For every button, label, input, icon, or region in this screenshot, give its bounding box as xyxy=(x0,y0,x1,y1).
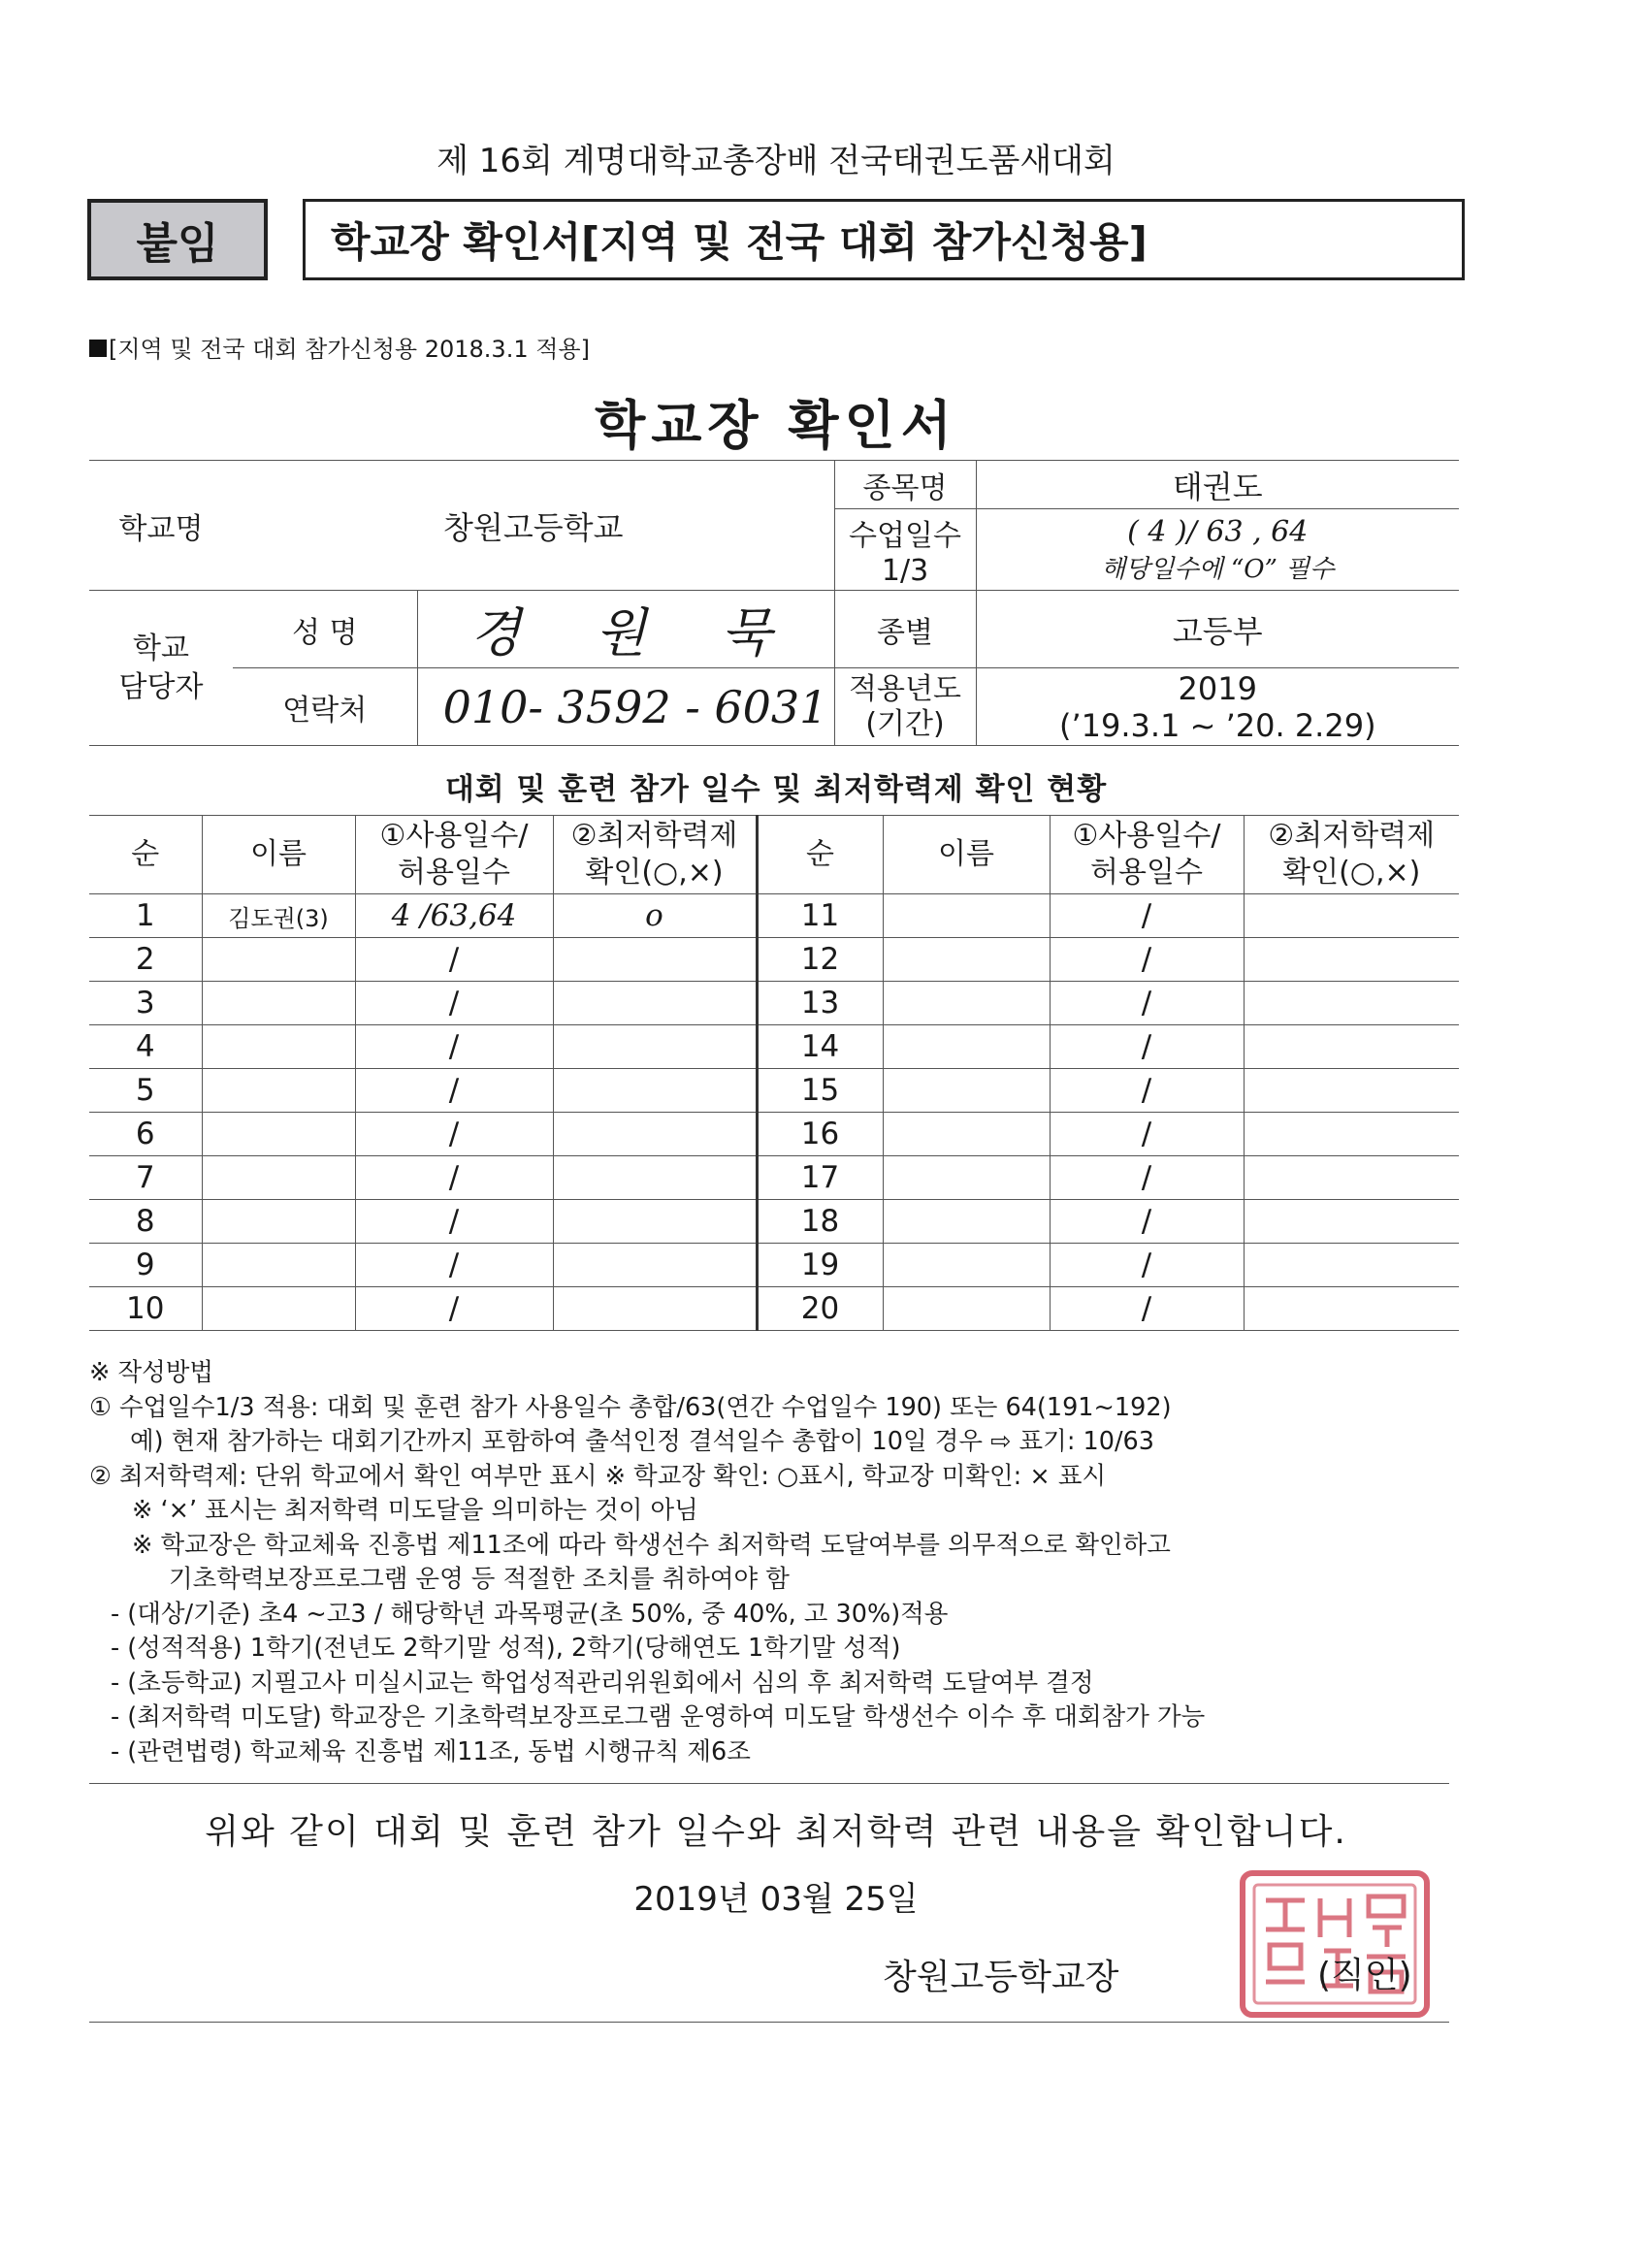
table-row xyxy=(89,1113,1459,1156)
division-value: 고등부 xyxy=(976,591,1459,668)
participation-table xyxy=(89,815,1459,1331)
row-check xyxy=(553,1113,757,1156)
row-number: 5 xyxy=(89,1069,202,1113)
row-check xyxy=(553,1156,757,1200)
row-number: 12 xyxy=(757,938,883,982)
note-sub: ※ ‘×’ 표시는 최저학력 미도달을 의미하는 것이 아님 xyxy=(132,1496,698,1525)
event-label: 종목명 xyxy=(834,461,976,509)
form-heading: 학교장 확인서[지역 및 전국 대회 참가신청용] xyxy=(303,199,1465,280)
square-bullet-icon xyxy=(89,340,107,357)
row-check xyxy=(1244,1069,1459,1113)
note-bullet: - (초등학교) 지필고사 미실시교는 학업성적관리위원회에서 심의 후 최저학력 도달여부 결정 xyxy=(111,1668,1094,1698)
row-name xyxy=(202,982,355,1025)
row-number: 19 xyxy=(757,1244,883,1287)
row-name xyxy=(883,1244,1050,1287)
contact-group-label: 학교 담당자 xyxy=(89,591,233,746)
event-value: 태권도 xyxy=(976,461,1459,509)
table-row xyxy=(89,1244,1459,1287)
row-number: 7 xyxy=(89,1156,202,1200)
row-check: o xyxy=(553,894,757,938)
row-days: / xyxy=(1050,938,1244,982)
table-row xyxy=(89,1025,1459,1069)
row-check xyxy=(553,1200,757,1244)
note-sub: ※ 학교장은 학교체육 진흥법 제11조에 따라 학생선수 최저학력 도달여부를 의무적으로 확인하고 xyxy=(132,1530,1171,1560)
row-number: 14 xyxy=(757,1025,883,1069)
row-days: / xyxy=(1050,1287,1244,1331)
row-number: 18 xyxy=(757,1200,883,1244)
row-days: / xyxy=(1050,982,1244,1025)
row-check xyxy=(1244,982,1459,1025)
year-value: 2019 (’19.3.1 ~ ’20. 2.29) xyxy=(976,668,1459,746)
row-name xyxy=(202,938,355,982)
divider xyxy=(89,2022,1449,2023)
row-check xyxy=(553,938,757,982)
row-name xyxy=(883,982,1050,1025)
row-days: / xyxy=(355,1113,553,1156)
document-title: 학교장 확인서 xyxy=(595,395,957,456)
table-row xyxy=(89,894,1459,938)
school-label: 학교명 xyxy=(89,461,233,591)
table-row xyxy=(89,1156,1459,1200)
row-number: 20 xyxy=(757,1287,883,1331)
table-row xyxy=(89,982,1459,1025)
divider xyxy=(89,1783,1449,1784)
col-days: ①사용일수/ 허용일수 xyxy=(1050,816,1244,894)
row-name xyxy=(202,1156,355,1200)
contact-phone: 010- 3592 - 6031 xyxy=(417,668,834,746)
phone-label: 연락처 xyxy=(233,668,417,746)
row-check xyxy=(1244,1025,1459,1069)
col-min: ②최저학력제 확인(○,×) xyxy=(553,816,757,894)
row-days: / xyxy=(1050,894,1244,938)
row-name xyxy=(202,1244,355,1287)
row-days: / xyxy=(355,1244,553,1287)
row-name xyxy=(883,1200,1050,1244)
school-info-table xyxy=(89,460,1459,746)
official-seal-stamp xyxy=(1237,1867,1440,2023)
contact-name-signature: 경 원 묵 xyxy=(417,591,834,668)
table-row xyxy=(89,1069,1459,1113)
row-number: 15 xyxy=(757,1069,883,1113)
event-title: 제 16회 계명대학교총장배 전국태권도품새대회 xyxy=(436,142,1116,180)
table-row xyxy=(89,1287,1459,1331)
confirmation-statement: 위와 같이 대회 및 훈련 참가 일수와 최저학력 관련 내용을 확인합니다. xyxy=(205,1812,1347,1852)
row-number: 10 xyxy=(89,1287,202,1331)
table-row xyxy=(89,938,1459,982)
row-days: / xyxy=(1050,1025,1244,1069)
row-days: / xyxy=(1050,1113,1244,1156)
division-label: 종별 xyxy=(834,591,976,668)
row-number: 3 xyxy=(89,982,202,1025)
col-name: 이름 xyxy=(883,816,1050,894)
col-name: 이름 xyxy=(202,816,355,894)
row-days: / xyxy=(1050,1200,1244,1244)
row-check xyxy=(1244,1244,1459,1287)
row-name xyxy=(883,1287,1050,1331)
class-days-label: 수업일수 1/3 xyxy=(834,509,976,591)
row-days: / xyxy=(355,1156,553,1200)
row-number: 2 xyxy=(89,938,202,982)
row-check xyxy=(553,1025,757,1069)
note-bullet: - (성적적용) 1학기(전년도 2학기말 성적), 2학기(당해연도 1학기말 성적) xyxy=(111,1634,901,1663)
col-min: ②최저학력제 확인(○,×) xyxy=(1244,816,1459,894)
year-label: 적용년도 (기간) xyxy=(834,668,976,746)
name-label: 성 명 xyxy=(233,591,417,668)
status-title: 대회 및 훈련 참가 일수 및 최저학력제 확인 현황 xyxy=(444,772,1108,807)
row-check xyxy=(553,982,757,1025)
row-name xyxy=(883,1156,1050,1200)
issue-date: 2019년 03월 25일 xyxy=(633,1880,919,1919)
row-check xyxy=(1244,1156,1459,1200)
row-days: / xyxy=(355,1069,553,1113)
row-name xyxy=(883,1069,1050,1113)
seal-label: (직인) xyxy=(1317,1956,1412,1995)
row-number: 6 xyxy=(89,1113,202,1156)
note-item: ② 최저학력제: 단위 학교에서 확인 여부만 표시 ※ 학교장 확인: ○표시, 학교장 미확인: × 표시 xyxy=(89,1461,1107,1491)
row-days: / xyxy=(355,1200,553,1244)
row-name xyxy=(883,938,1050,982)
row-name xyxy=(883,1025,1050,1069)
row-check xyxy=(1244,1287,1459,1331)
row-check xyxy=(1244,938,1459,982)
col-no: 순 xyxy=(89,816,202,894)
row-name: 김도권(3) xyxy=(202,894,355,938)
row-check xyxy=(553,1244,757,1287)
row-name xyxy=(202,1113,355,1156)
col-days: ①사용일수/ 허용일수 xyxy=(355,816,553,894)
class-days-value: ( 4 )/ 63 , 64 해당일수에 “O” 필수 xyxy=(976,509,1459,591)
row-check xyxy=(1244,894,1459,938)
note-item: ① 수업일수1/3 적용: 대회 및 훈련 참가 사용일수 총합/63(연간 수업일수 190) 또는 64(191~192) xyxy=(89,1392,1172,1422)
row-check xyxy=(553,1069,757,1113)
row-check xyxy=(1244,1200,1459,1244)
note-bullet: - (최저학력 미도달) 학교장은 기초학력보장프로그램 운영하여 미도달 학생선수 이수 후 대회참가 가능 xyxy=(111,1702,1206,1732)
note-bullet: - (대상/기준) 초4 ~고3 / 해당학년 과목평균(초 50%, 중 40%, 고 30%)적용 xyxy=(111,1599,949,1629)
school-name: 창원고등학교 xyxy=(233,461,834,591)
row-number: 17 xyxy=(757,1156,883,1200)
row-name xyxy=(883,1113,1050,1156)
row-days: / xyxy=(355,1025,553,1069)
row-number: 8 xyxy=(89,1200,202,1244)
row-name xyxy=(202,1025,355,1069)
applied-note: [지역 및 전국 대회 참가신청용 2018.3.1 적용] xyxy=(89,330,590,364)
row-days: / xyxy=(1050,1069,1244,1113)
row-number: 9 xyxy=(89,1244,202,1287)
row-number: 13 xyxy=(757,982,883,1025)
attachment-tag: 붙임 xyxy=(87,199,268,280)
row-name xyxy=(202,1200,355,1244)
row-name xyxy=(202,1069,355,1113)
row-number: 1 xyxy=(89,894,202,938)
note-bullet: - (관련법령) 학교체육 진흥법 제11조, 동법 시행규칙 제6조 xyxy=(111,1736,751,1766)
principal-name: 창원고등학교장 xyxy=(883,1958,1119,1997)
col-no: 순 xyxy=(757,816,883,894)
row-name xyxy=(202,1287,355,1331)
row-number: 16 xyxy=(757,1113,883,1156)
row-days: / xyxy=(1050,1244,1244,1287)
row-check xyxy=(553,1287,757,1331)
note-heading: ※ 작성방법 xyxy=(89,1358,214,1387)
row-days: / xyxy=(1050,1156,1244,1200)
instructions xyxy=(89,1356,1467,1769)
note-example: 예) 현재 참가하는 대회기간까지 포함하여 출석인정 결석일수 총합이 10일 경우 ⇨ 표기: 10/63 xyxy=(130,1427,1154,1456)
row-days: / xyxy=(355,1287,553,1331)
table-row xyxy=(89,1200,1459,1244)
row-check xyxy=(1244,1113,1459,1156)
row-days: / xyxy=(355,938,553,982)
row-days: / xyxy=(355,982,553,1025)
note-sub: 기초학력보장프로그램 운영 등 적절한 조치를 취하여야 함 xyxy=(169,1565,790,1594)
row-number: 4 xyxy=(89,1025,202,1069)
row-name xyxy=(883,894,1050,938)
row-number: 11 xyxy=(757,894,883,938)
row-days: 4 /63,64 xyxy=(355,894,553,938)
